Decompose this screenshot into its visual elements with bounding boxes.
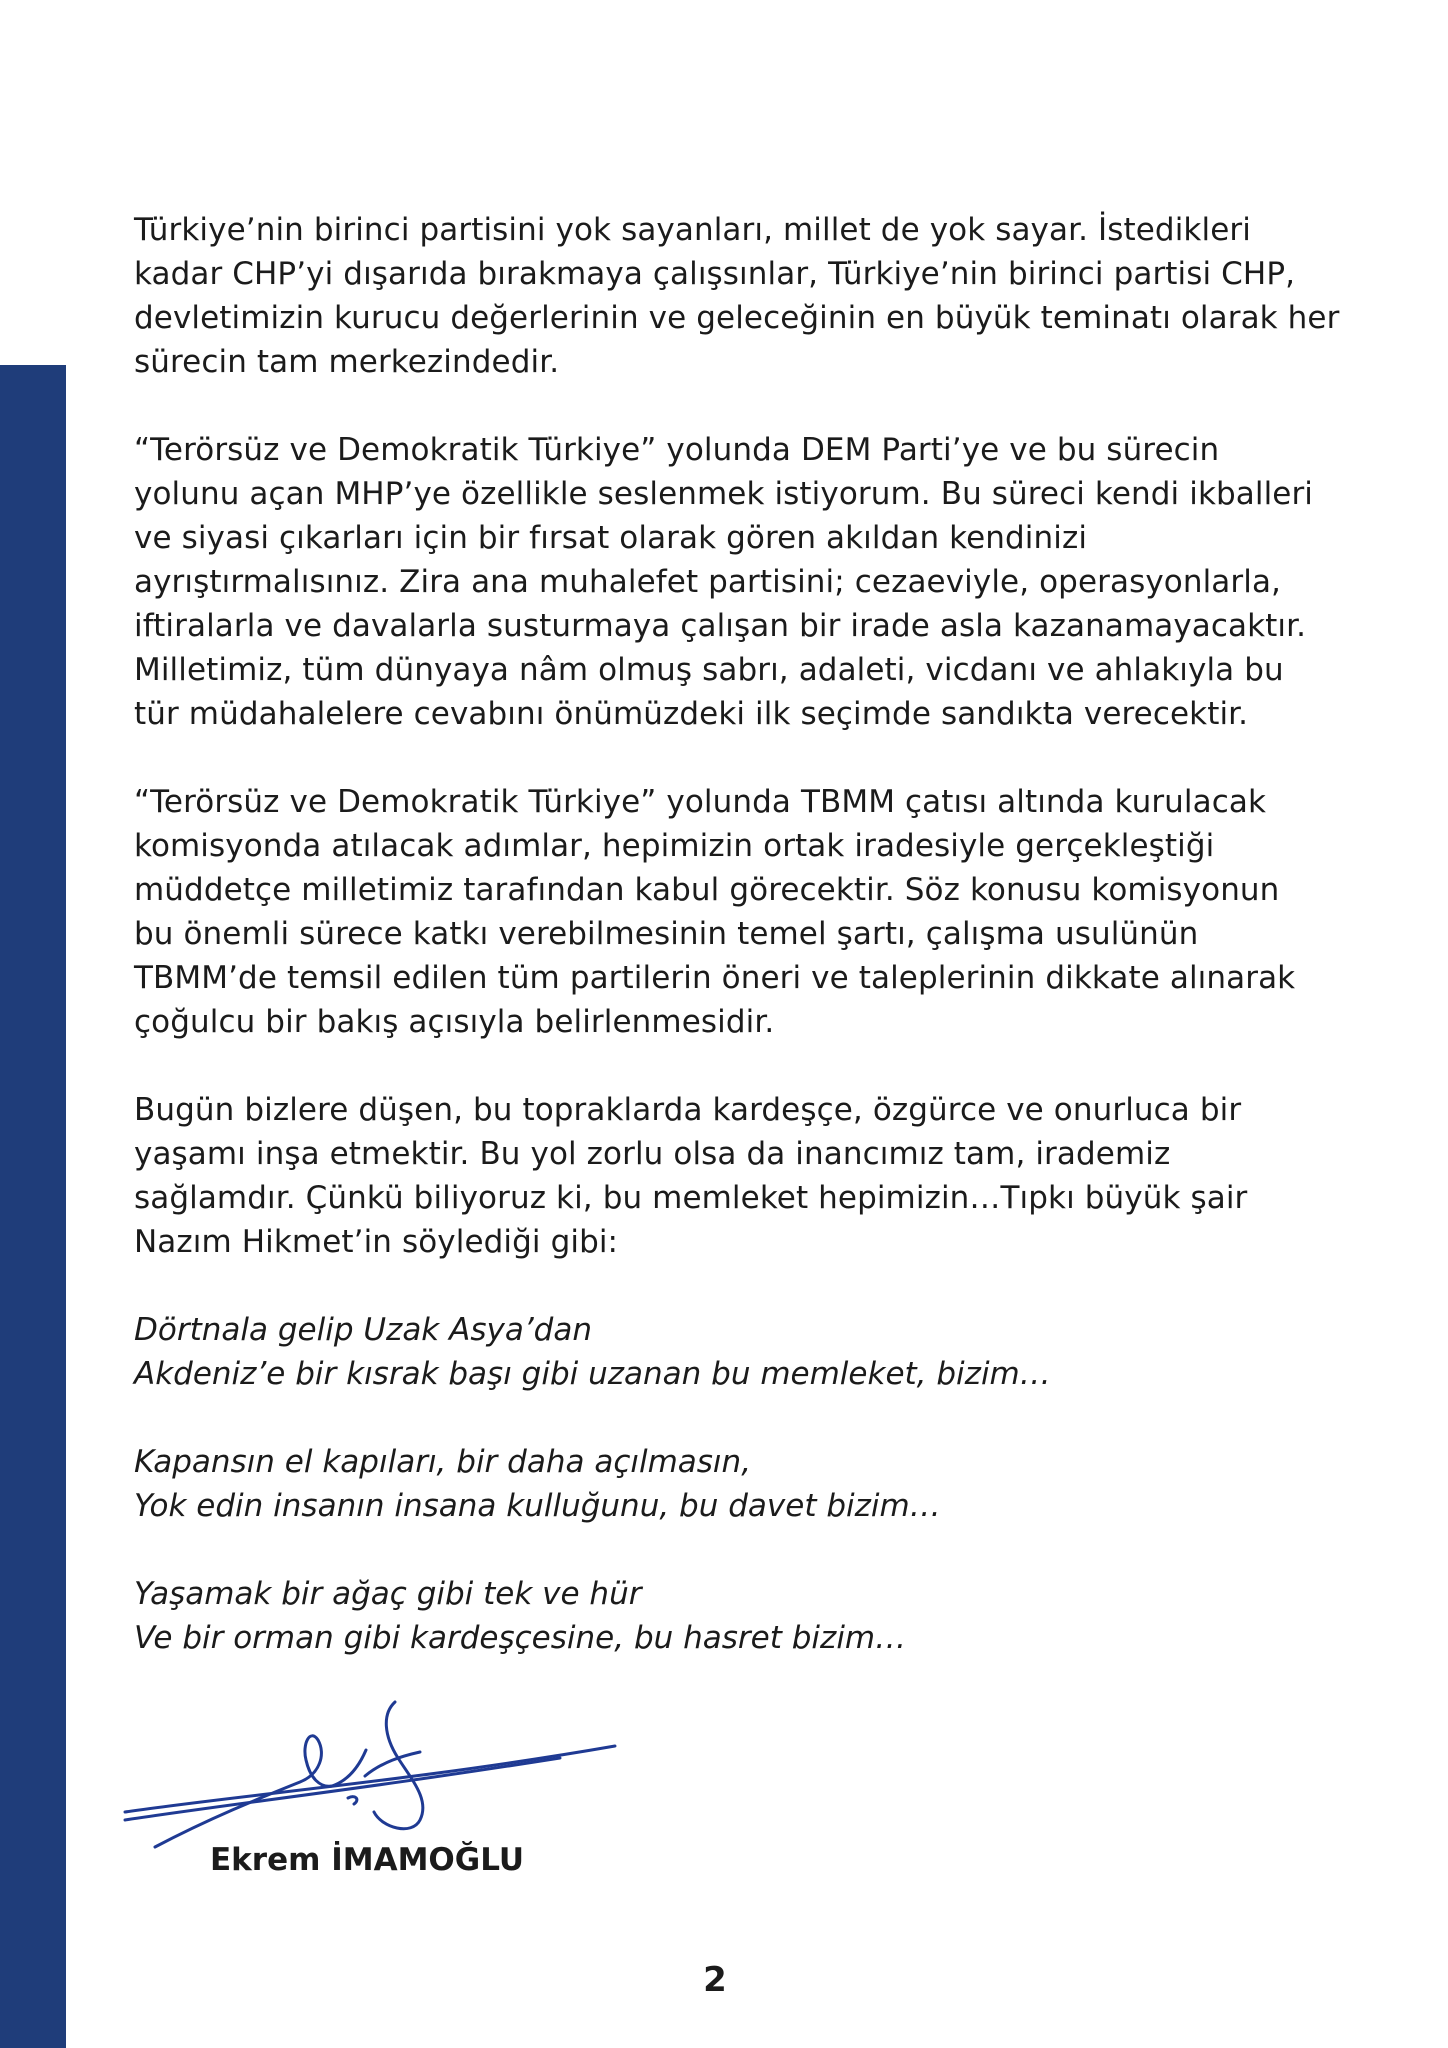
paragraph-1: Türkiye’nin birinci partisini yok sayanları, millet de yok sayar. İstedikleri kadar CHP’yi dışarıda bırakmaya çalışsınlar, Türkiye’nin birinci partisi CHP, devletimizin kurucu değerlerinin ve geleceğinin en büyük teminatı olarak her sürecin tam merkezindedir. <box>134 212 1340 380</box>
poem-stanza-1: Dörtnala gelip Uzak Asya’dan Akdeniz’e bir kısrak başı gibi uzanan bu memleket, bizim… <box>134 1312 1051 1392</box>
poem-stanza-3: Yaşamak bir ağaç gibi tek ve hür Ve bir orman gibi kardeşçesine, bu hasret bizim… <box>134 1576 907 1656</box>
paragraph-2: “Terörsüz ve Demokratik Türkiye” yolunda DEM Parti’ye ve bu sürecin yolunu açan MHP’ye özellikle seslenmek istiyorum. Bu süreci kendi ikballeri ve siyasi çıkarları için bir fırsat olarak gören akıldan kendinizi ayrıştırmalısınız. Zira ana muhalefet partisini; cezaeviyle, operasyonlarla, iftiralarla ve davalarla susturmaya çalışan bir irade asla kazanamayacaktır. Milletimiz, tüm dünyaya nâm olmuş sabrı, adaleti, vicdanı ve ahlakıyla bu tür müdahalelere cevabını önümüzdeki ilk seçimde sandıkta verecektir. <box>134 432 1314 732</box>
page-number: 2 <box>703 1960 727 2000</box>
author-name: Ekrem İMAMOĞLU <box>210 1842 525 1878</box>
side-accent-bar <box>0 365 66 2048</box>
paragraph-4: Bugün bizlere düşen, bu topraklarda kardeşçe, özgürce ve onurluca bir yaşamı inşa etmektir. Bu yol zorlu olsa da inancımız tam, irademiz sağlamdır. Çünkü biliyoruz ki, bu memleket hepimizin…Tıpkı büyük şair Nazım Hikmet’in söylediği gibi: <box>134 1092 1248 1260</box>
paragraph-3: “Terörsüz ve Demokratik Türkiye” yolunda TBMM çatısı altında kurulacak komisyonda atılacak adımlar, hepimizin ortak iradesiyle gerçekleştiği müddetçe milletimiz tarafından kabul görecektir. Söz konusu komisyonun bu önemli sürece katkı verebilmesinin temel şartı, çalışma usulünün TBMM’de temsil edilen tüm partilerin öneri ve taleplerinin dikkate alınarak çoğulcu bir bakış açısıyla belirlenmesidir. <box>134 784 1296 1040</box>
letter-body <box>134 208 1394 1704</box>
poem-stanza-2: Kapansın el kapıları, bir daha açılmasın, Yok edin insanın insana kulluğunu, bu davet bizim… <box>134 1444 941 1524</box>
signature-graphic <box>120 1700 640 1860</box>
